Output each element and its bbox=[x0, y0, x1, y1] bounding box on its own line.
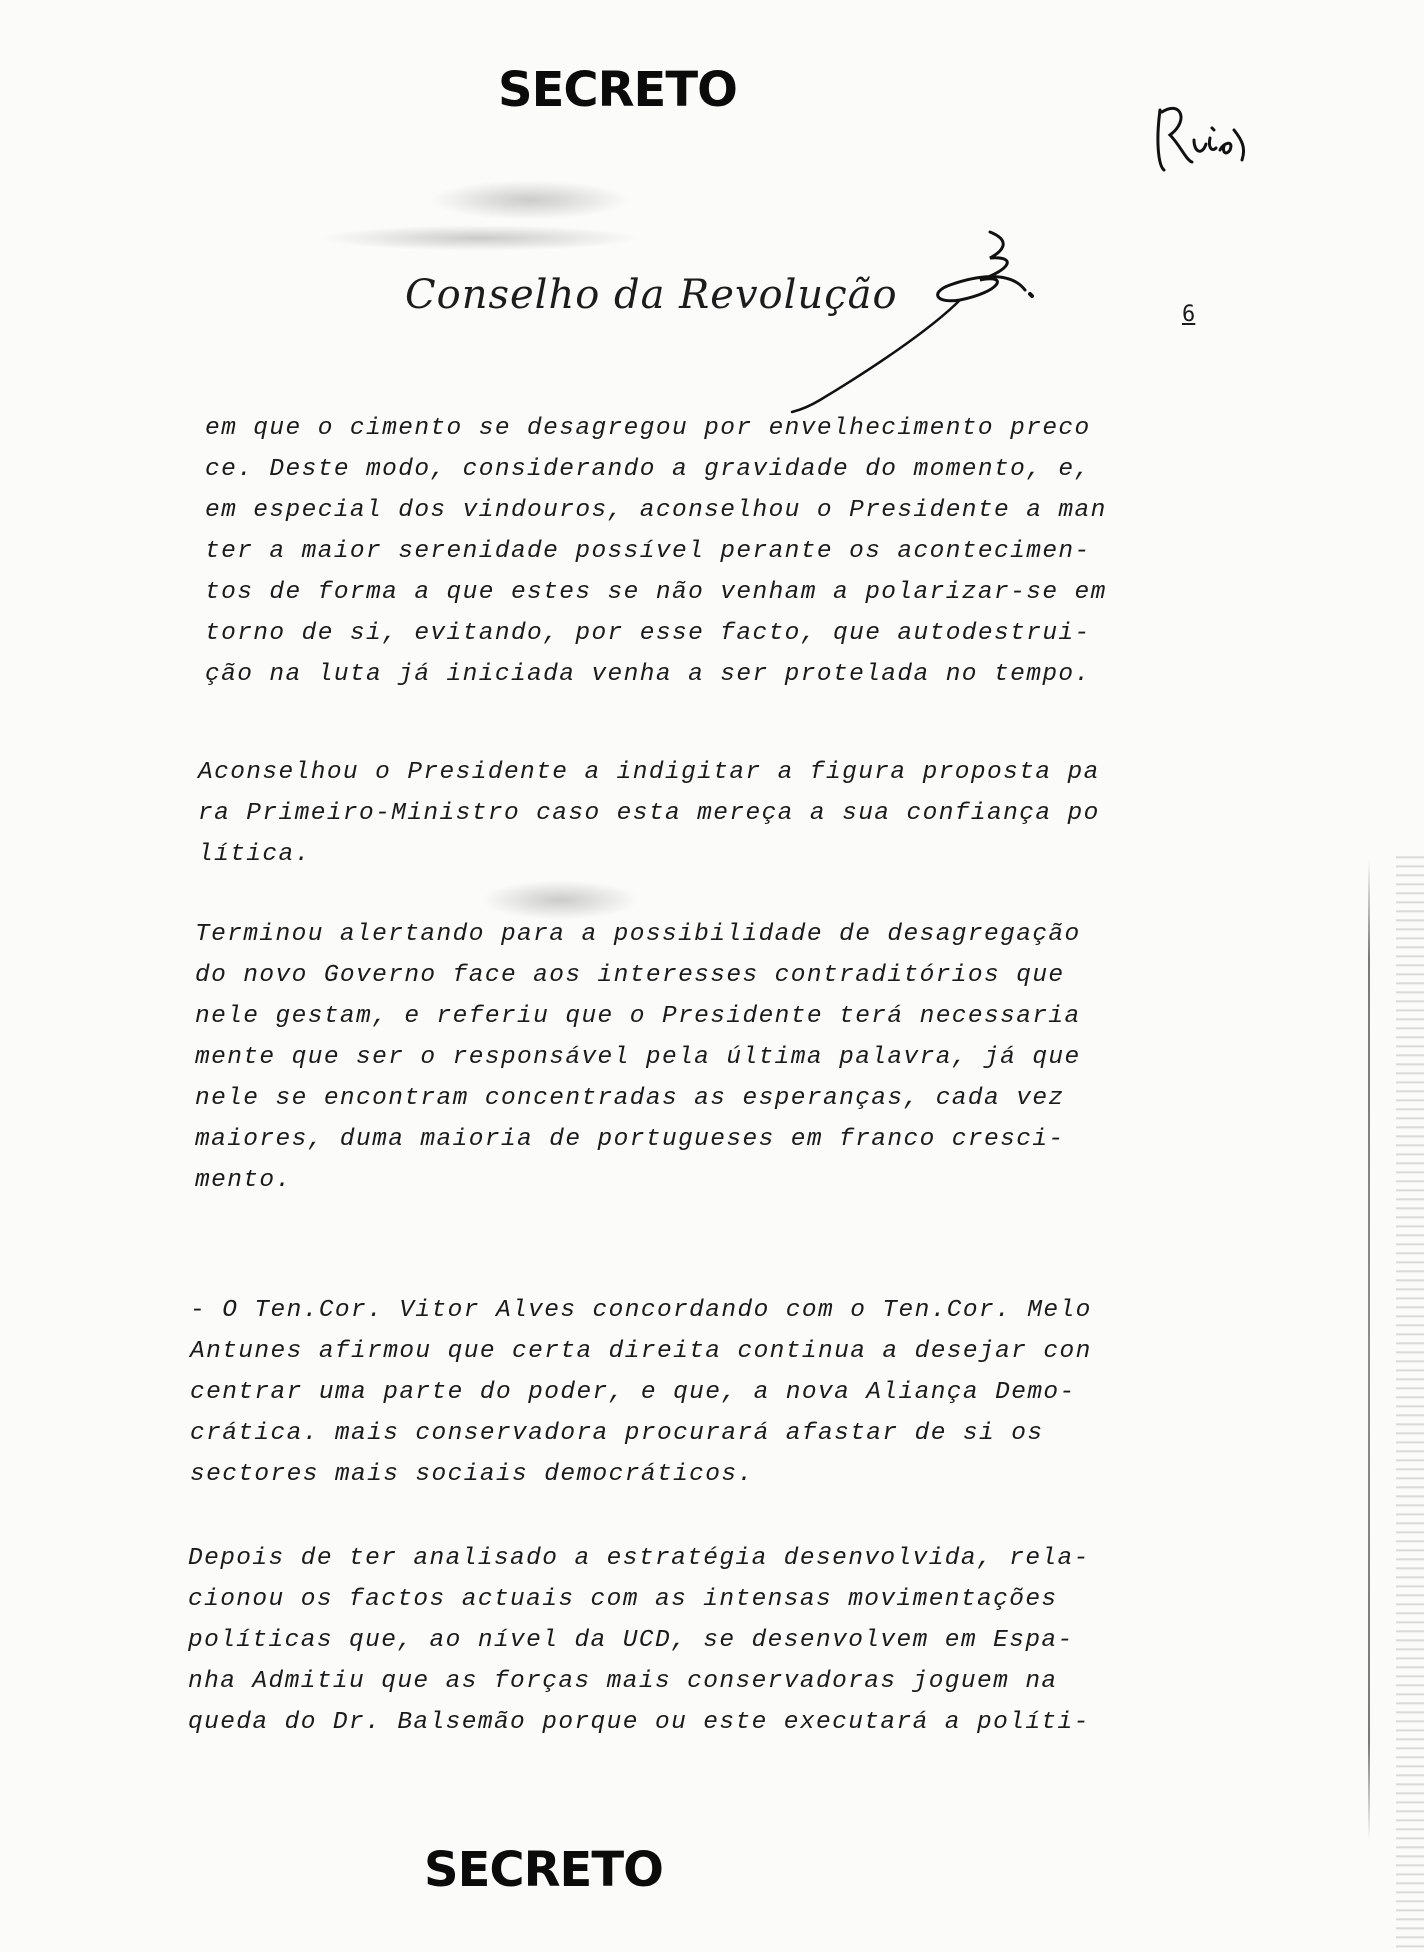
letterhead-title: Conselho da Revolução bbox=[405, 272, 898, 318]
ink-smudge bbox=[430, 180, 630, 220]
paragraph: Terminou alertando para a possibilidade de desagregação do novo Governo face aos interesses contraditórios que nele gestam, e referiu que o Presidente terá necessaria mente que ser o responsável pela última palavra, já que nele se encontram concentradas as esperanças, cada vez maiores, duma maioria de portugueses em franco cresci- mento. bbox=[195, 921, 1081, 1194]
paragraph: Depois de ter analisado a estratégia desenvolvida, rela- cionou os factos actuais com as intensas movimentações políticas que, ao nível da UCD, se desenvolvem em Espa- nha Admitiu que as forças mais conservadoras joguem na queda do Dr. Balsemão porque ou este executará a políti- bbox=[188, 1545, 1090, 1736]
rubric-mark bbox=[760, 230, 1060, 420]
page-number: 6 bbox=[1182, 302, 1196, 327]
classification-stamp-bottom: SECRETO bbox=[424, 1842, 663, 1898]
ink-smudge bbox=[320, 225, 640, 251]
scan-edge-line bbox=[1368, 860, 1370, 1840]
paragraph: Aconselhou o Presidente a indigitar a figura proposta pa ra Primeiro-Ministro caso esta mereça a sua confiança po lítica. bbox=[198, 759, 1100, 868]
paragraph: - O Ten.Cor. Vitor Alves concordando com o Ten.Cor. Melo Antunes afirmou que certa direita continua a desejar con centrar uma parte do poder, e que, a nova Aliança Demo- crática. mais conservadora procurará afastar de si os sectores mais sociais democráticos. bbox=[190, 1297, 1092, 1488]
paragraph: em que o cimento se desagregou por envelhecimento preco ce. Deste modo, considerando a gravidade do momento, e, em especial dos vindouros, aconselhou o Presidente a man ter a maior serenidade possível perante os acontecimen- tos de forma a que estes se não venham a polarizar-se em torno de si, evitando, por esse facto, que autodestrui- ção na luta já iniciada venha a ser protelada no tempo. bbox=[205, 415, 1107, 688]
scan-edge-noise bbox=[1396, 850, 1424, 1950]
classification-stamp-top: SECRETO bbox=[498, 62, 737, 118]
handwritten-signature bbox=[1150, 90, 1260, 190]
